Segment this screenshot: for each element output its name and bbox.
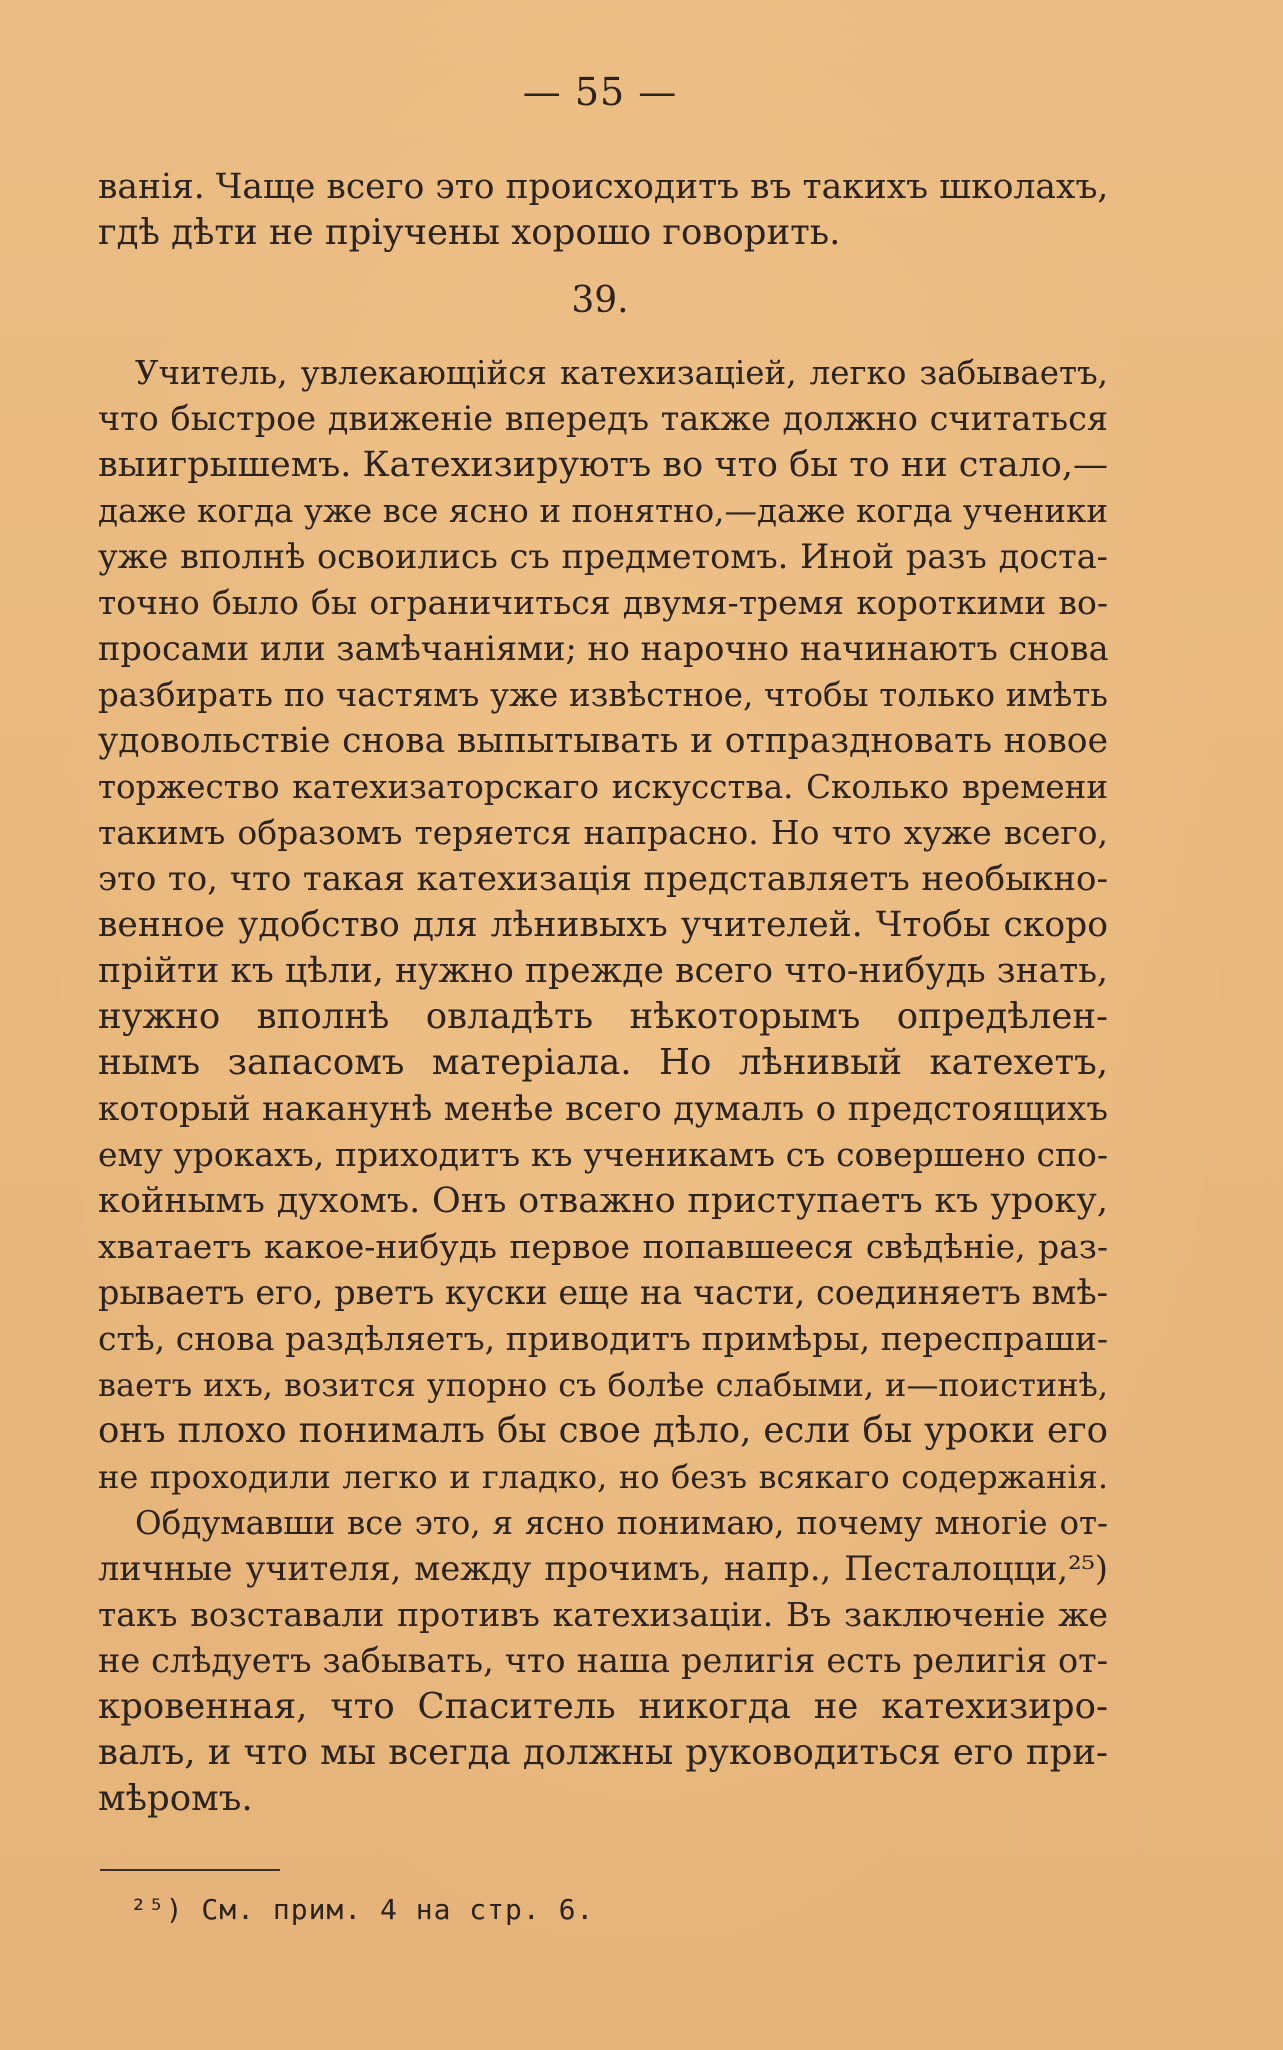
text-line-33: валъ, и что мы всегда должны руководиться его при- xyxy=(98,1732,1108,1773)
text-line-16: прійти къ цѣли, нужно прежде всего что-нибудь знать, xyxy=(98,951,1108,991)
footnote-rule xyxy=(100,1869,280,1871)
text-line-15: венное удобство для лѣнивыхъ учителей. Чтобы скоро xyxy=(98,905,1108,945)
text-line-5: выигрышемъ. Катехизируютъ во что бы то ни стало,— xyxy=(98,445,1108,485)
text-line-24: стѣ, снова раздѣляетъ, приводитъ примѣры, переспраши- xyxy=(98,1319,1108,1358)
text-line-29: личные учителя, между прочимъ, напр., Песталоцци,²⁵) xyxy=(98,1549,1108,1588)
text-line-23: рываетъ его, рветъ куски еще на части, соединяетъ вмѣ- xyxy=(98,1273,1108,1312)
text-line-3: Учитель, увлекающійся катехизаціей, легко забываетъ, xyxy=(135,354,1108,392)
text-line-6: даже когда уже все ясно и понятно,—даже когда ученики xyxy=(98,492,1108,530)
text-line-30: такъ возставали противъ катехизаціи. Въ заключеніе же xyxy=(98,1595,1108,1634)
text-line-19: который наканунѣ менѣе всего думалъ о предстоящихъ xyxy=(98,1089,1108,1129)
text-line-34: мѣромъ. xyxy=(98,1778,253,1819)
text-line-17: нужно вполнѣ овладѣть нѣкоторымъ опредѣлен- xyxy=(98,996,1108,1037)
text-line-12: торжество катехизаторскаго искусства. Сколько времени xyxy=(98,768,1108,806)
text-line-11: удовольствіе снова выпытывать и отпраздновать новое xyxy=(98,721,1108,761)
text-line-13: такимъ образомъ теряется напрасно. Но что хуже всего, xyxy=(98,813,1108,852)
text-line-20: ему урокахъ, приходитъ къ ученикамъ съ совершено спо- xyxy=(98,1135,1108,1174)
text-line-25: ваетъ ихъ, возится упорно съ болѣе слабыми, и—поистинѣ, xyxy=(98,1366,1108,1404)
text-line-7: уже вполнѣ освоились съ предметомъ. Иной разъ доста- xyxy=(98,537,1108,576)
text-line-1: ванія. Чаще всего это происходитъ въ такихъ школахъ, xyxy=(98,167,1109,207)
text-line-27: не проходили легко и гладко, но безъ всякаго содержанія. xyxy=(98,1458,1108,1496)
section-number: 39. xyxy=(571,280,629,321)
text-line-18: нымъ запасомъ матеріала. Но лѣнивый катехетъ, xyxy=(98,1042,1108,1083)
text-line-28: Обдумавши все это, я ясно понимаю, почему многіе от- xyxy=(135,1504,1108,1542)
text-line-14: это то, что такая катехизація представляетъ необыкно- xyxy=(98,859,1108,899)
text-line-10: разбирать по частямъ уже извѣстное, чтобы только имѣть xyxy=(98,676,1108,714)
page-number: — 55 — xyxy=(522,70,678,114)
text-line-22: хватаетъ какое-нибудь первое попавшееся свѣдѣніе, раз- xyxy=(98,1227,1108,1266)
text-line-31: не слѣдуетъ забывать, что наша религія есть религія от- xyxy=(98,1641,1108,1680)
text-line-4: что быстрое движеніе впередъ также должно считаться xyxy=(98,399,1108,438)
text-line-26: онъ плохо понималъ бы свое дѣло, если бы уроки его xyxy=(98,1410,1108,1451)
text-line-21: койнымъ духомъ. Онъ отважно приступаетъ къ уроку, xyxy=(98,1181,1108,1221)
footnote: ²⁵) См. прим. 4 на стр. 6. xyxy=(130,1893,595,1926)
text-line-9: просами или замѣчаніями; но нарочно начинаютъ снова xyxy=(98,629,1109,668)
text-line-8: точно было бы ограничиться двумя-тремя короткими во- xyxy=(98,583,1108,622)
text-line-32: кровенная, что Спаситель никогда не катехизиро- xyxy=(98,1686,1108,1727)
text-line-2: гдѣ дѣти не пріучены хорошо говорить. xyxy=(98,212,841,253)
